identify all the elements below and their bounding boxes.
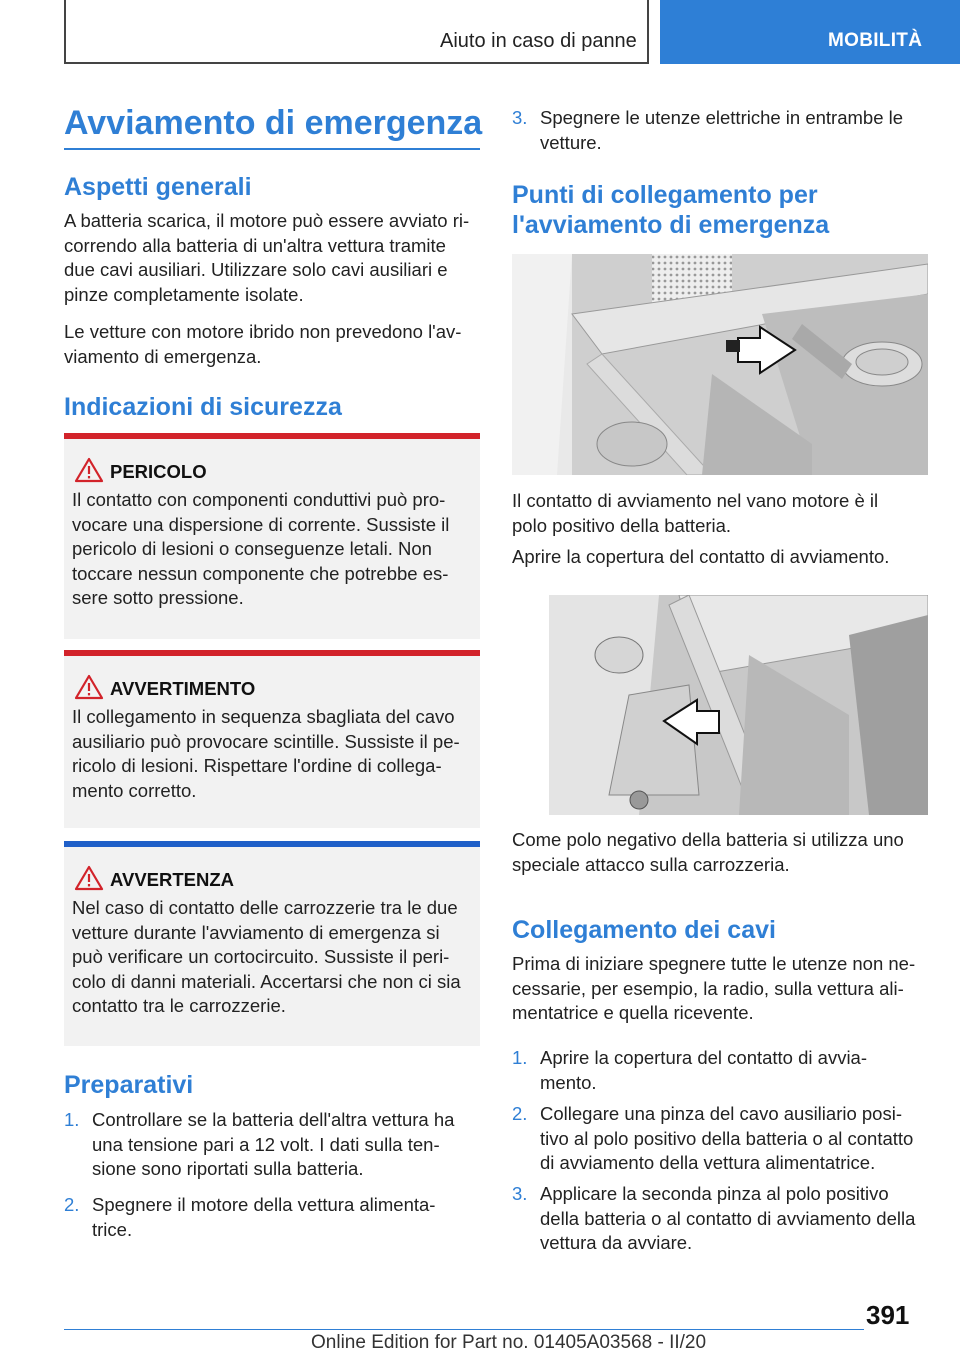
warning-triangle-icon — [74, 674, 104, 700]
caption-open-cover: Aprire la copertura del contatto di avviamento. — [512, 546, 890, 567]
general-paragraph-1: A batteria scarica, il motore può essere avviato ri- correndo alla batteria di un'altra vettura tramite due cavi ausiliari. Utilizzare solo cavi ausiliari e pinze completamente isolate. — [64, 210, 470, 305]
warning-triangle-icon — [74, 865, 104, 891]
warning-title: AVVERTIMENTO — [110, 678, 256, 699]
warning-text: Il collegamento in sequenza sbagliata del cavo ausiliario può provocare scintille. Sussiste il pe- ricolo di lesioni. Rispettare l'ordine di collega- mento corretto. — [72, 706, 460, 801]
danger-box — [64, 433, 480, 639]
engine-bay-photo-positive — [512, 254, 928, 475]
caution-bar — [64, 841, 480, 847]
heading-general: Aspetti generali — [64, 173, 252, 201]
danger-title: PERICOLO — [110, 461, 207, 482]
caption-negative: Come polo negativo della batteria si utilizza uno speciale attacco sulla carrozzeria. — [512, 829, 904, 875]
heading-connect: Collegamento dei cavi — [512, 916, 776, 944]
page-title: Avviamento di emergenza — [64, 104, 483, 142]
caution-text: Nel caso di contatto delle carrozzerie tra le due vetture durante l'avviamento di emergenza si può verificare un cortocircuito. Sussiste il peri- colo di danni materiali. Accertarsi che non ci sia contatto tra le carrozzerie. — [72, 897, 461, 1016]
heading-points: Punti di collegamento per l'avviamento di emergenza — [512, 181, 830, 239]
heading-prep: Preparativi — [64, 1071, 194, 1099]
general-paragraph-2: Le vetture con motore ibrido non prevedono l'av- viamento di emergenza. — [64, 321, 462, 367]
danger-bar — [64, 433, 480, 439]
footer-rule — [64, 1329, 864, 1330]
caption-positive: Il contatto di avviamento nel vano motore è il polo positivo della batteria. — [512, 490, 879, 536]
warning-bar — [64, 650, 480, 656]
danger-text: Il contatto con componenti conduttivi può pro- vocare una dispersione di corrente. Sussiste il pericolo di lesioni o conseguenze letali. Non toccare nessun componente che potrebbe es- sere sotto pressione. — [72, 489, 450, 608]
caution-box — [64, 841, 480, 1046]
page-number: 391 — [866, 1300, 910, 1330]
heading-safety: Indicazioni di sicurezza — [64, 393, 342, 421]
engine-bay-photo-negative — [549, 595, 928, 815]
warning-triangle-icon — [74, 457, 104, 483]
title-rule — [64, 148, 480, 150]
caution-title: AVVERTENZA — [110, 869, 235, 890]
chapter-tab-label: MOBILITÀ — [828, 30, 923, 51]
connect-intro: Prima di iniziare spegnere tutte le utenze non ne- cessarie, per esempio, la radio, sulla vettura ali- mentatrice e quella ricevente. — [512, 953, 916, 1023]
chapter-tab[interactable] — [660, 0, 960, 64]
edition-footer: Online Edition for Part no. 01405A03568 - II/20 — [311, 1332, 707, 1353]
warning-box — [64, 650, 480, 828]
header-section-title: Aiuto in caso di panne — [440, 30, 637, 52]
